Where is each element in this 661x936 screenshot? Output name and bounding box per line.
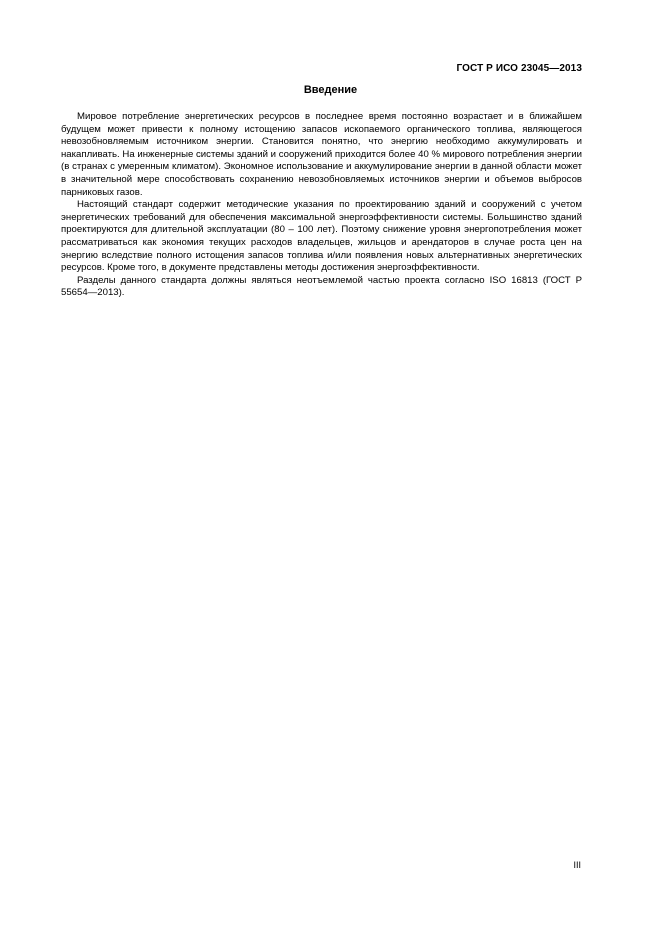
document-id-header: ГОСТ Р ИСО 23045—2013	[456, 63, 582, 74]
paragraph-1: Мировое потребление энергетических ресурсов в последнее время постоянно возрастает и в ближайшем будущем может привести к полному истощению запасов ископаемого органического топлива, являющегося невозобновляемым источником энергии. Становится понятно, что энергию необходимо аккумулировать и накапливать. На инженерные системы зданий и сооружений приходится более 40 % мирового потребления энергии (в странах с умеренным климатом). Экономное использование и аккумулирование энергии в данной области может в значительной мере способствовать сохранению невозобновляемых источников энергии и объемов выбросов парниковых газов.	[61, 111, 582, 198]
paragraph-2: Настоящий стандарт содержит методические указания по проектированию зданий и сооружений с учетом энергетических требований для обеспечения максимальной энергоэффективности системы. Большинство зданий проектируются для длительной эксплуатации (80 – 100 лет). Поэтому снижение уровня энергопотребления может рассматриваться как экономия текущих расходов владельцев, жильцов и арендаторов в случае роста цен на энергию вследствие полного истощения запасов топлива и/или появления новых альтернативных энергетических ресурсов. Кроме того, в документе представлены методы достижения энергоэффективности.	[61, 199, 582, 274]
body-text	[61, 111, 582, 300]
paragraph-3: Разделы данного стандарта должны являться неотъемлемой частью проекта согласно ISO 16813 (ГОСТ Р 55654—2013).	[61, 274, 582, 299]
section-title: Введение	[303, 84, 358, 96]
page-number: III	[573, 860, 581, 870]
